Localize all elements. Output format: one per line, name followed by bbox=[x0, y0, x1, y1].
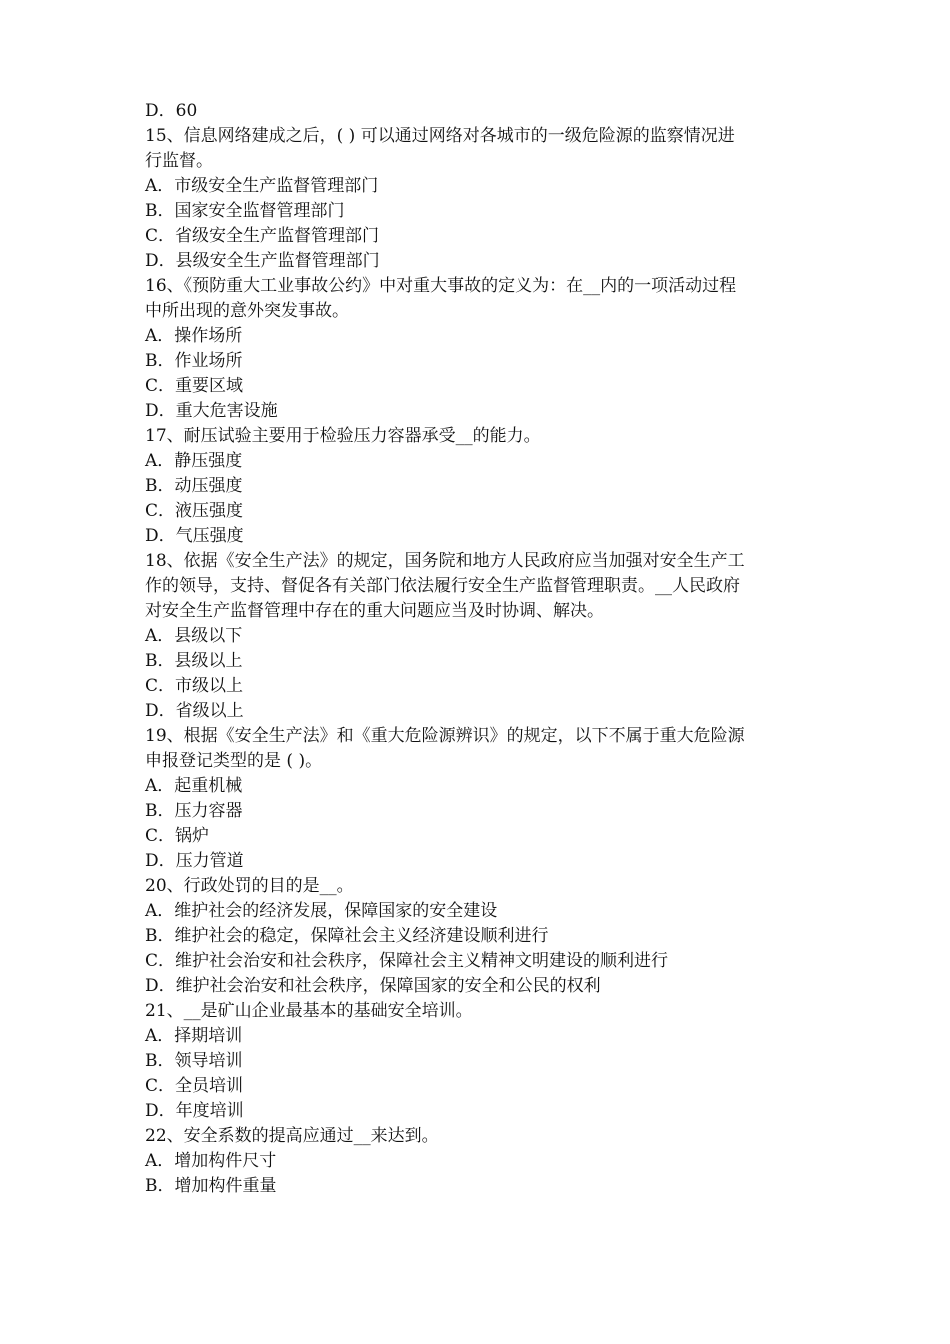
option-d: D．县级安全生产监督管理部门 bbox=[145, 251, 380, 271]
option-b: B．作业场所 bbox=[145, 351, 243, 371]
option-b: B．国家安全监督管理部门 bbox=[145, 201, 345, 221]
option-a: A．县级以下 bbox=[145, 626, 243, 646]
question-19-line-1: 19、根据《安全生产法》和《重大危险源辨识》的规定，以下不属于重大危险源 bbox=[145, 726, 745, 746]
option-b: B．县级以上 bbox=[145, 651, 243, 671]
option-b: B．压力容器 bbox=[145, 801, 243, 821]
question-20: 20、行政处罚的目的是__。 bbox=[145, 876, 354, 896]
option-a: A．维护社会的经济发展，保障国家的安全建设 bbox=[145, 901, 498, 921]
option-a: A．市级安全生产监督管理部门 bbox=[145, 176, 379, 196]
option-c: C．液压强度 bbox=[145, 501, 244, 521]
option-c: C．省级安全生产监督管理部门 bbox=[145, 226, 380, 246]
question-18-line-1: 18、依据《安全生产法》的规定，国务院和地方人民政府应当加强对安全生产工 bbox=[145, 551, 745, 571]
question-16-line-2: 中所出现的意外突发事故。 bbox=[145, 301, 349, 321]
text-line: D．60 bbox=[145, 101, 198, 121]
option-b: B．增加构件重量 bbox=[145, 1176, 277, 1196]
question-21: 21、__是矿山企业最基本的基础安全培训。 bbox=[145, 1001, 473, 1021]
document-page bbox=[145, 99, 825, 1199]
option-c: C．市级以上 bbox=[145, 676, 244, 696]
option-d: D．省级以上 bbox=[145, 701, 244, 721]
option-d: D．年度培训 bbox=[145, 1101, 244, 1121]
option-b: B．维护社会的稳定，保障社会主义经济建设顺利进行 bbox=[145, 926, 549, 946]
option-a: A．择期培训 bbox=[145, 1026, 243, 1046]
question-16-line-1: 16、《预防重大工业事故公约》中对重大事故的定义为：在__内的一项活动过程 bbox=[145, 276, 737, 296]
option-d: D．维护社会治安和社会秩序，保障国家的安全和公民的权利 bbox=[145, 976, 601, 996]
question-17: 17、耐压试验主要用于检验压力容器承受__的能力。 bbox=[145, 426, 541, 446]
option-a: A．操作场所 bbox=[145, 326, 243, 346]
option-b: B．动压强度 bbox=[145, 476, 243, 496]
option-d: D．重大危害设施 bbox=[145, 401, 278, 421]
question-15-line-1: 15、信息网络建成之后，( ) 可以通过网络对各城市的一级危险源的监察情况进 bbox=[145, 126, 735, 146]
question-19-line-2: 申报登记类型的是 ( )。 bbox=[145, 751, 323, 771]
option-d: D．气压强度 bbox=[145, 526, 244, 546]
option-c: C．锅炉 bbox=[145, 826, 210, 846]
option-c: C．重要区域 bbox=[145, 376, 244, 396]
question-22: 22、安全系数的提高应通过__来达到。 bbox=[145, 1126, 439, 1146]
option-a: A．静压强度 bbox=[145, 451, 243, 471]
option-d: D．压力管道 bbox=[145, 851, 244, 871]
option-c: C．全员培训 bbox=[145, 1076, 244, 1096]
option-a: A．起重机械 bbox=[145, 776, 243, 796]
option-a: A．增加构件尺寸 bbox=[145, 1151, 277, 1171]
option-c: C．维护社会治安和社会秩序，保障社会主义精神文明建设的顺利进行 bbox=[145, 951, 669, 971]
question-18-line-2: 作的领导，支持、督促各有关部门依法履行安全生产监督管理职责。__人民政府 bbox=[145, 576, 740, 596]
question-18-line-3: 对安全生产监督管理中存在的重大问题应当及时协调、解决。 bbox=[145, 601, 604, 621]
question-15-line-2: 行监督。 bbox=[145, 151, 213, 171]
option-b: B．领导培训 bbox=[145, 1051, 243, 1071]
